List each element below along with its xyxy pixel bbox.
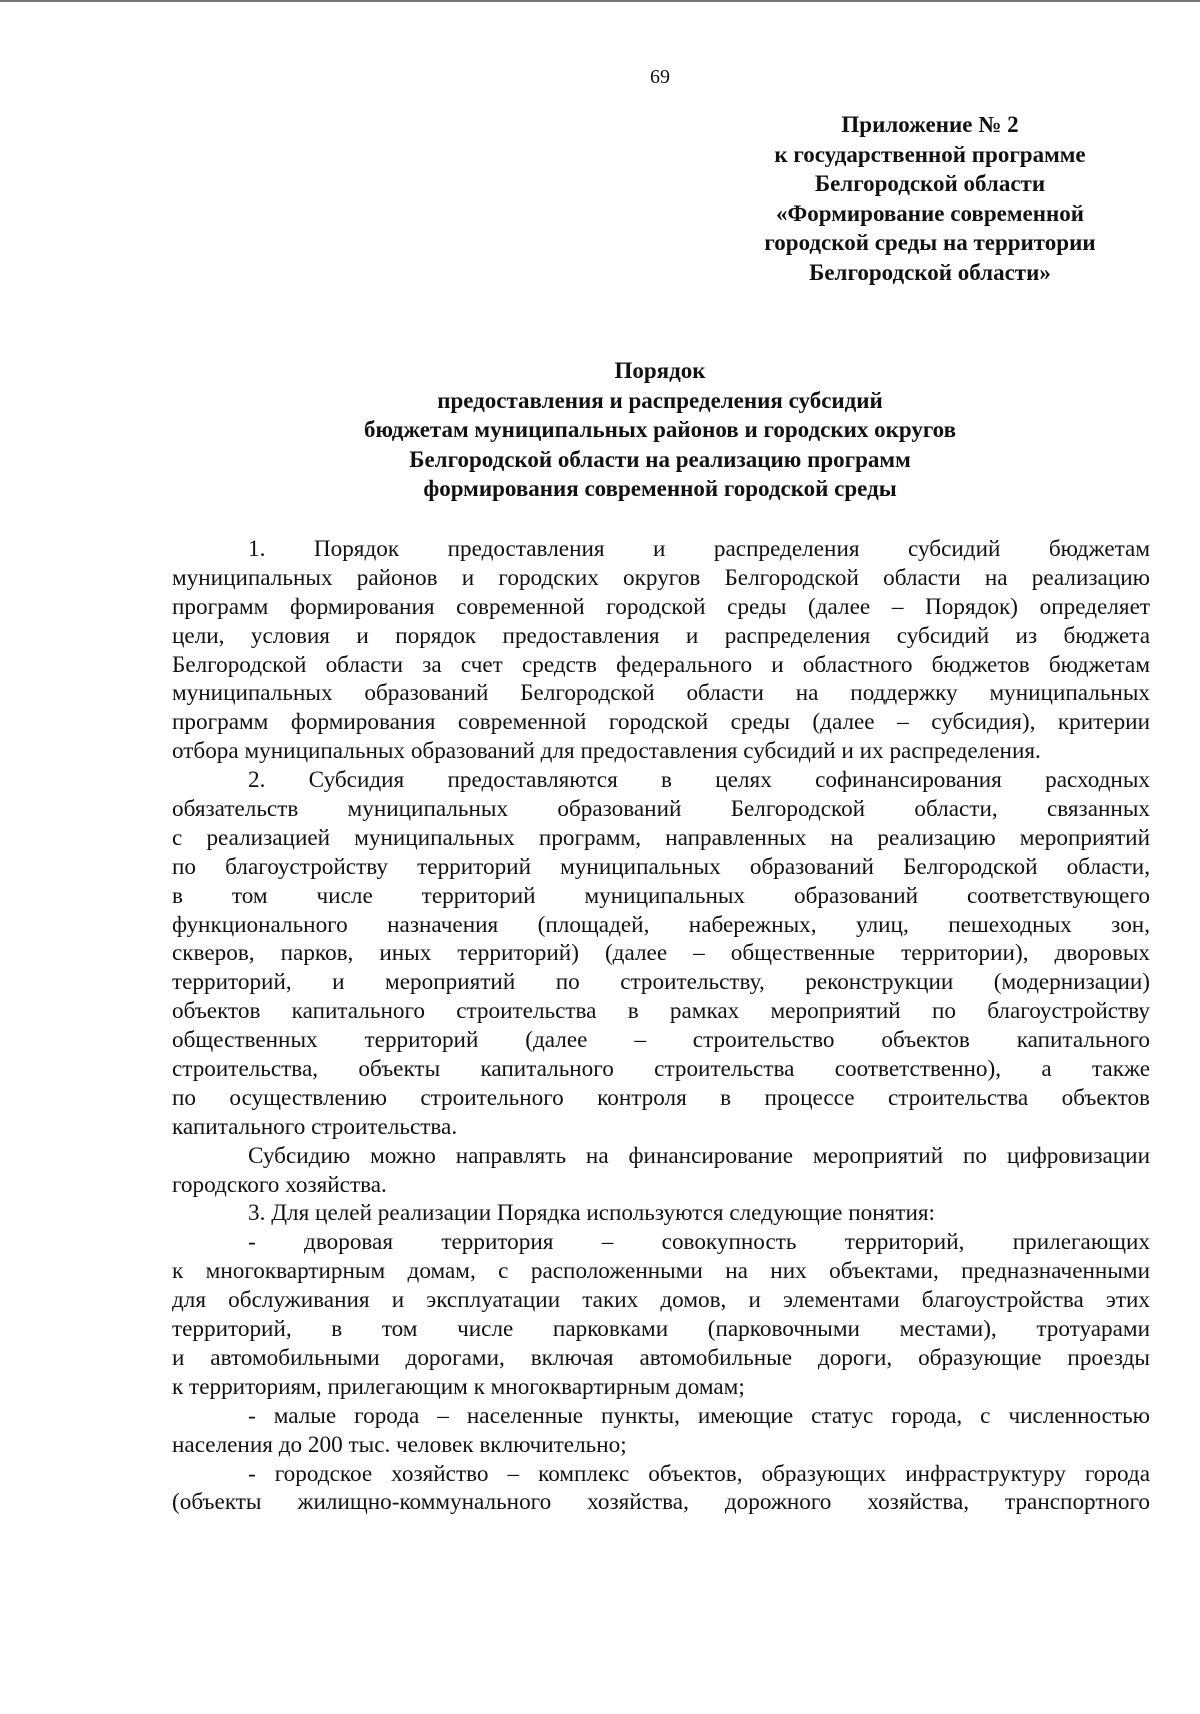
- appendix-line: Приложение № 2: [841, 112, 1019, 137]
- title-line: формирования современной городской среды: [423, 476, 897, 501]
- body-line: с реализацией муниципальных программ, направленных на реализацию мероприятий: [172, 824, 1150, 851]
- body-text: [172, 535, 1150, 1517]
- body-line: Белгородской области за счет средств федерального и областного бюджетов бюджетам: [172, 651, 1150, 678]
- title-line: Порядок: [614, 358, 706, 383]
- body-line: - городское хозяйство – комплекс объектов, образующих инфраструктуру города: [248, 1460, 1150, 1487]
- body-line: по благоустройству территорий муниципальных образований Белгородской области,: [172, 853, 1150, 880]
- body-line: муниципальных образований Белгородской области на поддержку муниципальных: [172, 680, 1150, 707]
- body-line: муниципальных районов и городских округов Белгородской области на реализацию: [172, 564, 1150, 591]
- body-line: общественных территорий (далее – строительство объектов капитального: [172, 1027, 1150, 1054]
- document-title: [0, 356, 1200, 504]
- body-line: функционального назначения (площадей, набережных, улиц, пешеходных зон,: [172, 911, 1150, 938]
- appendix-line: «Формирование современной: [776, 200, 1084, 226]
- body-line: и автомобильными дорогами, включая автомобильные дороги, образующие проезды: [172, 1344, 1150, 1371]
- body-line: территорий, в том числе парковками (парковочными местами), тротуарами: [172, 1316, 1150, 1343]
- body-line: к территориям, прилегающим к многоквартирным домам;: [172, 1373, 745, 1400]
- title-line: предоставления и распределения субсидий: [437, 387, 883, 413]
- body-line: цели, условия и порядок предоставления и распределения субсидий из бюджета: [172, 622, 1150, 649]
- body-line: программ формирования современной городской среды (далее – Порядок) определяет: [172, 593, 1150, 620]
- body-line: отбора муниципальных образований для предоставления субсидий и их распределения.: [172, 738, 1041, 765]
- title-line: Белгородской области на реализацию программ: [409, 446, 911, 472]
- body-line: для обслуживания и эксплуатации таких домов, и элементами благоустройства этих: [172, 1287, 1150, 1314]
- body-line: Субсидию можно направлять на финансирование мероприятий по цифровизации: [248, 1142, 1150, 1169]
- title-line: бюджетам муниципальных районов и городских округов: [363, 417, 957, 442]
- body-line: обязательств муниципальных образований Белгородской области, связанных: [172, 796, 1150, 823]
- body-line: - малые города – населенные пункты, имеющие статус города, с численностью: [248, 1402, 1150, 1429]
- body-line: (объекты жилищно-коммунального хозяйства, дорожного хозяйства, транспортного: [172, 1489, 1150, 1516]
- body-line: - дворовая территория – совокупность территорий, прилегающих: [248, 1229, 1150, 1256]
- body-line: территорий, и мероприятий по строительству, реконструкции (модернизации): [172, 969, 1150, 996]
- appendix-line: Белгородской области»: [809, 259, 1051, 285]
- body-line: городского хозяйства.: [172, 1171, 387, 1198]
- appendix-header: [700, 110, 1160, 287]
- body-line: 1. Порядок предоставления и распределения субсидий бюджетам: [248, 536, 1150, 562]
- body-line: к многоквартирным домам, с расположенными на них объектами, предназначенными: [172, 1258, 1150, 1285]
- appendix-line: Белгородской области: [814, 171, 1046, 196]
- body-line: населения до 200 тыс. человек включительно;: [172, 1431, 627, 1458]
- body-line: в том числе территорий муниципальных образований соответствующего: [172, 882, 1150, 909]
- body-line: 2. Субсидия предоставляются в целях софинансирования расходных: [248, 767, 1150, 794]
- appendix-line: к государственной программе: [774, 141, 1086, 167]
- body-line: капитального строительства.: [172, 1113, 458, 1140]
- body-line: по осуществлению строительного контроля в процессе строительства объектов: [172, 1084, 1150, 1111]
- page-number: 69: [650, 66, 670, 88]
- body-line: программ формирования современной городской среды (далее – субсидия), критерии: [172, 709, 1150, 736]
- body-line: строительства, объекты капитального строительства соответственно), а также: [172, 1056, 1150, 1083]
- body-line: 3. Для целей реализации Порядка используются следующие понятия:: [248, 1200, 935, 1227]
- body-line: объектов капитального строительства в рамках мероприятий по благоустройству: [172, 998, 1150, 1025]
- body-line: скверов, парков, иных территорий) (далее – общественные территории), дворовых: [172, 940, 1150, 967]
- top-edge-line: [0, 0, 1200, 2]
- appendix-line: городской среды на территории: [764, 230, 1096, 255]
